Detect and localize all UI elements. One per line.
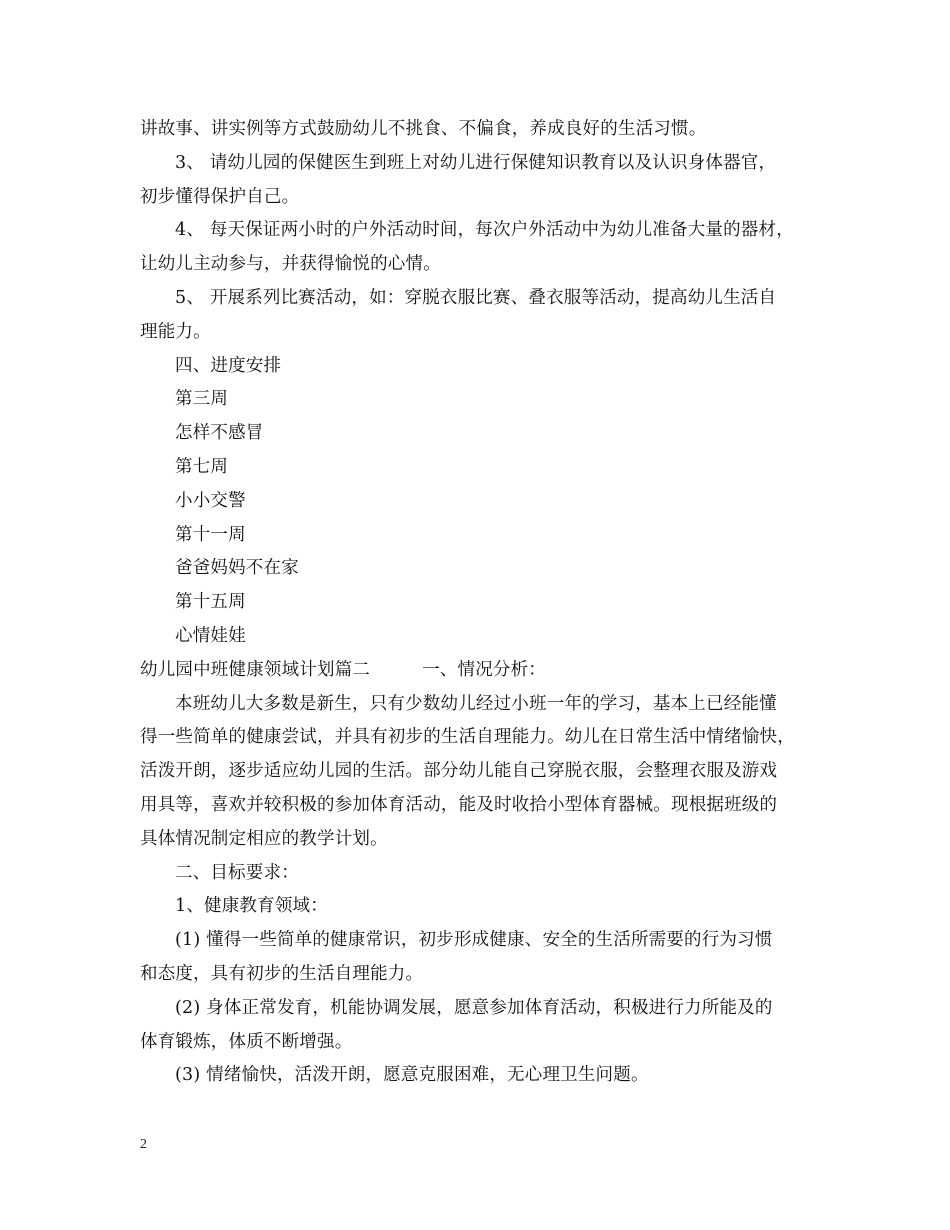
text-line: 具体情况制定相应的教学计划。 (140, 828, 388, 849)
text-line: (2) 身体正常发育，机能协调发展，愿意参加体育活动，积极进行力所能及的 (175, 997, 773, 1018)
text-line: 活泼开朗，逐步适应幼儿园的生活。部分幼儿能自己穿脱衣服，会整理衣服及游戏 (140, 761, 778, 782)
text-line: 4、 每天保证两小时的户外活动时间，每次户外活动中为幼儿准备大量的器材， (175, 220, 794, 241)
schedule-topic: 心情娃娃 (175, 625, 246, 646)
schedule-topic: 怎样不感冒 (175, 423, 264, 444)
text-line: 初步懂得保护自己。 (140, 186, 300, 207)
schedule-week: 第三周 (175, 389, 229, 410)
text-line: (1) 懂得一些简单的健康常识，初步形成健康、安全的生活所需要的行为习惯 (175, 930, 773, 951)
section-title: 幼儿园中班健康领域计划篇二 (140, 659, 371, 680)
text-line: 用具等，喜欢并较积极的参加体育活动，能及时收拾小型体育器械。现根据班级的 (140, 794, 778, 815)
section-subtitle: 一、情况分析： (422, 659, 547, 680)
text-line: 和态度，具有初步的生活自理能力。 (140, 963, 424, 984)
section-heading: 二、目标要求： (175, 862, 299, 883)
text-line: 体育锻炼，体质不断增强。 (140, 1031, 353, 1052)
text-line: 得一些简单的健康尝试，并具有初步的生活自理能力。幼儿在日常生活中情绪愉快， (140, 727, 795, 748)
section-title-line (140, 654, 820, 688)
text-line: 本班幼儿大多数是新生，只有少数幼儿经过小班一年的学习，基本上已经能懂 (175, 693, 777, 714)
text-line: 理能力。 (140, 321, 211, 342)
schedule-week: 第十五周 (175, 592, 246, 613)
section-heading: 四、进度安排 (175, 355, 282, 376)
text-line: 讲故事、讲实例等方式鼓励幼儿不挑食、不偏食，养成良好的生活习惯。 (140, 119, 707, 139)
page-number: 2 (140, 1137, 147, 1152)
text-line: (3) 情绪愉快，活泼开朗，愿意克服困难，无心理卫生问题。 (175, 1065, 649, 1086)
text-line: 让幼儿主动参与，并获得愉悦的心情。 (140, 254, 441, 275)
schedule-topic: 小小交警 (175, 490, 246, 511)
schedule-topic: 爸爸妈妈不在家 (175, 558, 299, 579)
text-line: 3、 请幼儿园的保健医生到班上对幼儿进行保健知识教育以及认识身体器官， (175, 152, 777, 173)
subsection-heading: 1、健康教育领域： (175, 896, 328, 917)
schedule-week: 第七周 (175, 456, 229, 477)
document-body (140, 113, 820, 1093)
text-line: 5、 开展系列比赛活动，如：穿脱衣服比赛、叠衣服等活动，提高幼儿生活自 (175, 287, 777, 308)
schedule-week: 第十一周 (175, 524, 246, 545)
